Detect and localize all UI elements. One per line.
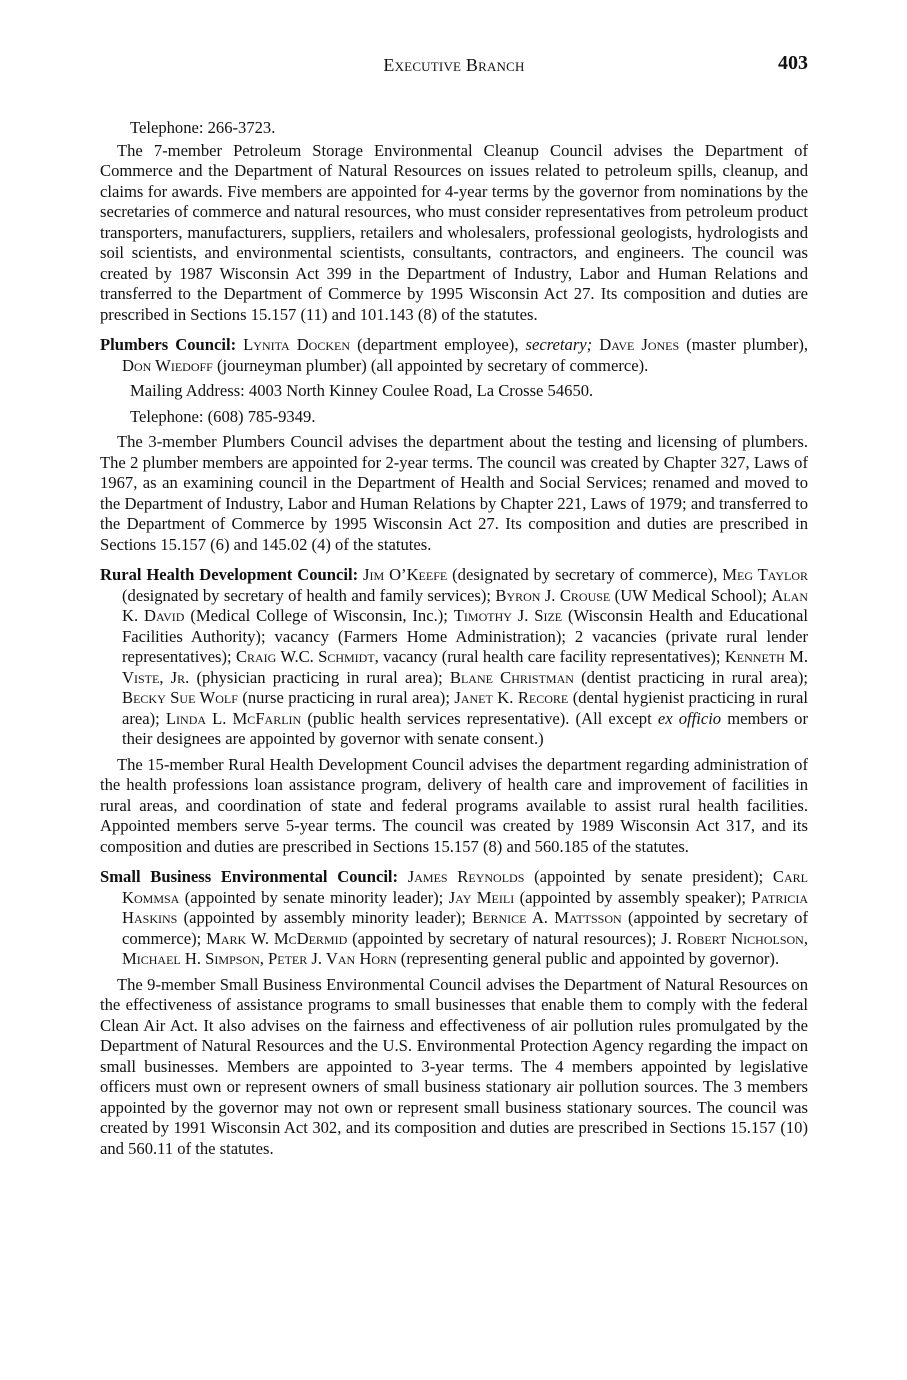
member-name: Blane Christman [449,667,574,687]
member-name: Janet K. Recore [454,688,569,707]
member-role: (appointed by secretary of commerce); [122,908,808,948]
member-name: Patricia Haskins [122,887,808,927]
member-name: Kenneth M. Viste, Jr. [122,647,808,687]
member-role: (appointed by assembly minority leader); [177,908,473,927]
member-role: (appointed by senate president); [524,867,773,886]
member-role: (appointed by secretary of natural resources); [347,928,662,948]
member-role: (Medical College of Wisconsin, Inc.); [184,606,454,625]
petroleum-telephone: Telephone: 266-3723. [130,118,276,137]
ex-officio-term: ex officio [657,708,722,728]
member-role: (dentist practicing in rural area); [573,667,808,687]
rural-health-council-entry [100,565,808,750]
member-role: (public health services representative). (All except [301,708,658,728]
member-names: J. Robert Nicholson, Michael H. Simpson, Peter J. Van Horn [122,928,808,968]
member-name: Linda L. McFarlin [165,708,302,728]
member-role: (UW Medical School); [610,585,772,605]
member-role: (nurse practicing in rural area); [237,688,455,707]
member-name: Bernice A. Mattsson [472,908,622,927]
member-name: James Reynolds [407,867,525,886]
member-role: (designated by secretary of commerce), [447,565,723,584]
small-business-council-entry [100,867,808,970]
member-role: (designated by secretary of health and family services); [122,585,496,605]
member-role: (appointed by senate minority leader); [179,887,449,907]
member-role: (representing general public and appointed by governor). [396,949,780,968]
member-name: Alan K. David [122,585,808,625]
member-role: (appointed by assembly speaker); [514,887,752,907]
member-name: Meg Taylor [722,565,808,584]
member-role: (Wisconsin Health and Educational Facilities Authority); vacancy (Farmers Home Administration); 2 vacancies (private rural lender representatives); [122,606,809,666]
plumbers-telephone: Telephone: (608) 785-9349. [130,406,316,426]
member-name: Jay Meili [448,887,515,907]
member-name: Craig W.C. Schmidt, [235,647,379,666]
member-name: Lynita Docken [243,335,351,354]
rural-health-description: The 15-member Rural Health Development Council advises the department regarding administration of the health professions loan assistance program, delivery of health care and improvement of facilities in rural areas, and coordination of state and federal programs available to assist rural health facilities. Appointed members serve 5-year terms. The council was created by 1989 Wisconsin Act 317, and its composition and duties are prescribed in Sections 15.157 (8) and 560.185 of the statutes. [100,754,808,856]
member-name: Dave Jones [599,335,680,354]
member-name: Jim O’Keefe [363,565,448,584]
member-role: (department employee), [350,335,526,354]
member-role: (dental hygienist practicing in rural area); [122,688,808,728]
rural-health-council-title: Rural Health Development Council: [100,565,359,584]
petroleum-description: The 7-member Petroleum Storage Environmental Cleanup Council advises the Department of Commerce and the Department of Natural Resources on issues related to petroleum spills, cleanup, and claims for awards. Five members are appointed for 4-year terms by the governor from nominations by the secretaries of commerce and natural resources, who must consider representatives from petroleum product transporters, manufacturers, suppliers, retailers and wholesalers, professional geologists, hydrologists and soil scientists, and environmental scientists, consultants, contractors, and engineers. The council was created by 1987 Wisconsin Act 399 in the Department of Industry, Labor and Human Relations and transferred to the Department of Commerce by 1995 Wisconsin Act 27. Its composition and duties are prescribed in Sections 15.157 (11) and 101.143 (8) of the statutes. [100,140,808,324]
member-name: Becky Sue Wolf [122,688,238,707]
small-business-description: The 9-member Small Business Environmental Council advises the Department of Natural Resources on the effectiveness of assistance programs to small businesses that enable them to comply with the federal Clean Air Act. It also advises on the fairness and effectiveness of air pollution rules promulgated by the Department of Natural Resources and the U.S. Environmental Protection Agency regarding the impact on small businesses. Members are appointed to 3-year terms. The 4 members appointed by legislative officers must own or represent owners of small business stationary air pollution sources. The 3 members appointed by the governor may not own or represent small business stationary sources. The council was created by 1991 Wisconsin Act 302, and its composition and duties are prescribed in Sections 15.157 (10) and 560.11 of the statutes. [100,974,808,1158]
plumbers-council-title: Plumbers Council: [100,335,237,354]
running-head: Executive Branch [383,55,525,75]
member-name: Carl Kommsa [122,867,808,907]
page-number: 403 [778,52,808,74]
member-name: Don Wiedoff [122,355,213,375]
member-role: (physician practicing in rural area); [189,667,450,687]
member-name: Mark W. McDermid [206,928,348,948]
plumbers-description: The 3-member Plumbers Council advises the department about the testing and licensing of plumbers. The 2 plumber members are appointed for 2-year terms. The council was created by Chapter 327, Laws of 1967, as an examining council in the Department of Health and Social Services; renamed and moved to the Department of Industry, Labor and Human Relations by Chapter 221, Laws of 1979; and transferred to the Department of Commerce by 1995 Wisconsin Act 27. Its composition and duties are prescribed in Sections 15.157 (6) and 145.02 (4) of the statutes. [100,432,808,554]
member-role: (master plumber), [679,335,808,354]
member-name: Byron J. Crouse [495,585,611,605]
member-role: vacancy (rural health care facility representatives); [378,647,725,666]
appointment-note: members or their designees are appointed by governor with senate consent.) [122,708,809,748]
member-name: Timothy J. Size [453,606,563,625]
member-role: (journeyman plumber) (all appointed by secretary of commerce). [212,355,649,375]
plumbers-council-entry [100,335,808,376]
member-title: secretary; [525,335,593,354]
plumbers-mailing-address: Mailing Address: 4003 North Kinney Coulee Road, La Crosse 54650. [130,381,594,400]
page-body [100,118,808,1159]
page-header [100,52,808,79]
small-business-council-title: Small Business Environmental Council: [100,867,399,886]
